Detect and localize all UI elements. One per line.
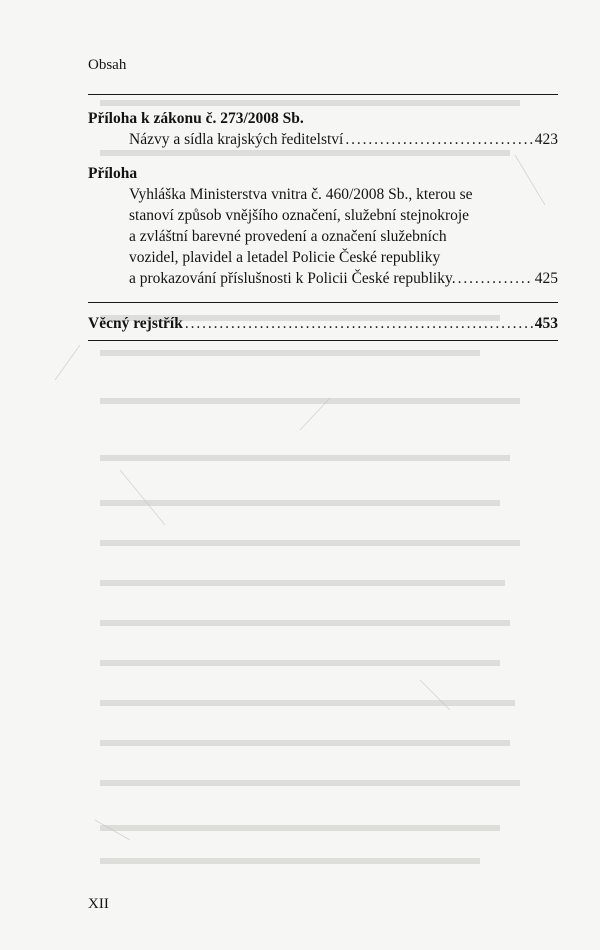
section-title-priloha-zakon: Příloha k zákonu č. 273/2008 Sb.: [88, 110, 304, 127]
toc-entry-krajska-reditelstvi[interactable]: [88, 129, 558, 150]
section-title-priloha: Příloha: [88, 165, 138, 182]
toc-entry-text: a prokazování příslušnosti k Policii České republiky.: [129, 270, 456, 287]
toc-entry-page: 423: [534, 131, 558, 148]
dot-leader: [458, 268, 533, 289]
section-divider: [88, 340, 558, 341]
toc-entry-line: a zvláštní barevné provedení a označení služebních: [129, 228, 447, 245]
table-of-contents: [88, 94, 558, 341]
page-header: Obsah: [88, 57, 127, 73]
toc-entry-vecny-rejstrik[interactable]: [88, 313, 558, 334]
toc-entry-line: Vyhláška Ministerstva vnitra č. 460/2008 Sb., kterou se: [129, 186, 473, 203]
page-number: XII: [88, 896, 109, 912]
toc-entry-line: stanoví způsob vnějšího označení, služební stejnokroje: [129, 207, 470, 224]
toc-entry-vyhlaska[interactable]: [88, 184, 558, 289]
toc-entry-line: vozidel, plavidel a letadel Policie České republiky: [129, 249, 441, 266]
toc-entry-page: 425: [534, 270, 558, 287]
toc-entry-last-line: [129, 268, 558, 289]
toc-entry-page: 453: [534, 315, 558, 332]
dot-leader: [185, 313, 533, 334]
toc-entry-text: Názvy a sídla krajských ředitelství: [129, 131, 344, 148]
dot-leader: [345, 129, 532, 150]
toc-entry-text: Věcný rejstřík: [88, 315, 183, 332]
